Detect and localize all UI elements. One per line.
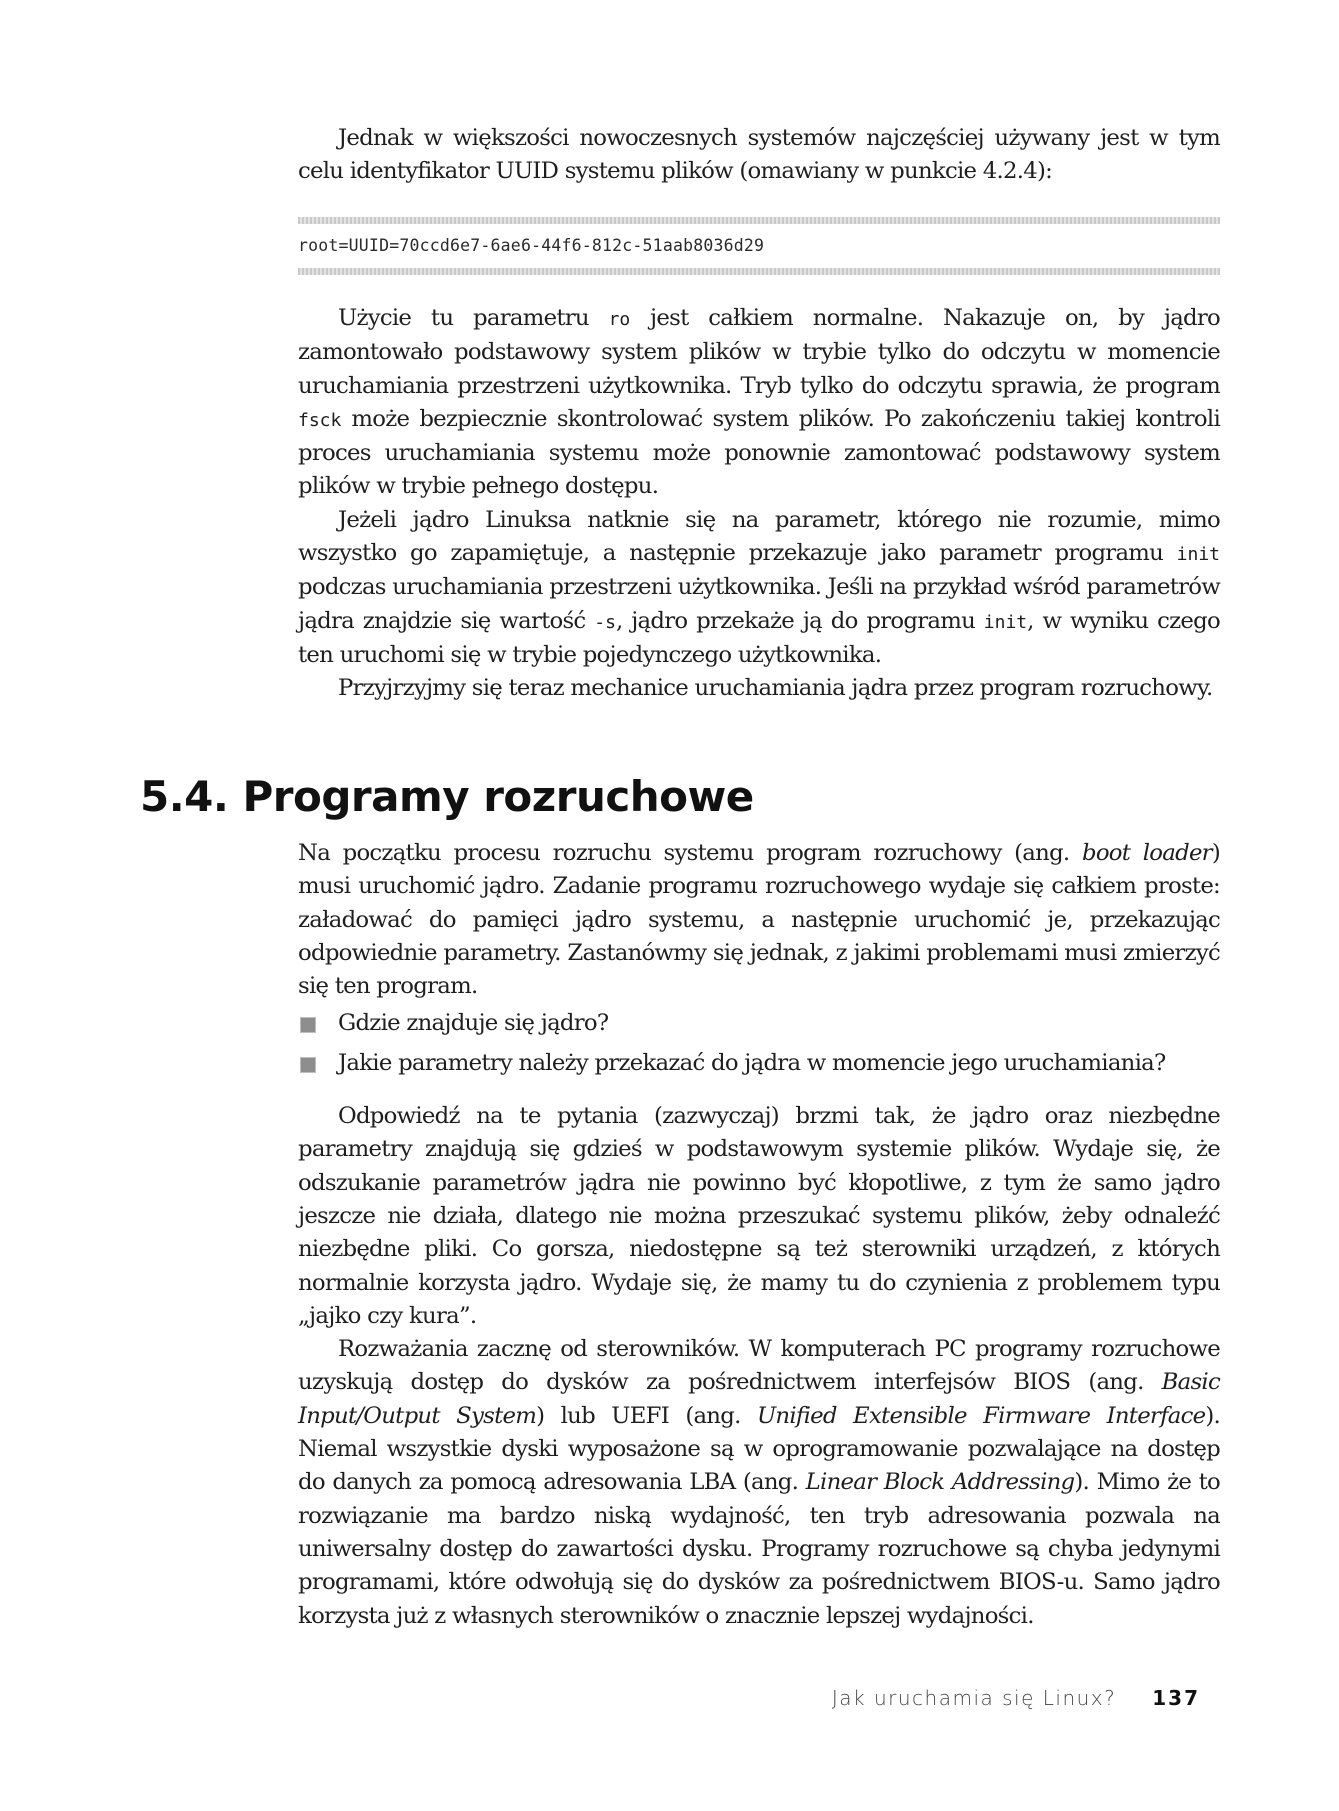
term-bios: Basic Input/Output System [298, 1369, 1220, 1429]
text-span: , jądro przekaże ją do programu [615, 607, 984, 634]
question-list [298, 1007, 1220, 1080]
page-number: 137 [1152, 1686, 1200, 1710]
answer-paragraph: Odpowiedź na te pytania (zazwyczaj) brzmi tak, że jądro oraz niezbędne parametry znajdują się gdzieś w podstawowym systemie plików. Wydaje się, że odszukanie parametrów jądra nie powinno być kłopotliwe, z tym że samo jądro jeszcze nie działa, dlatego nie można przeszukać systemu plików, żeby odnaleźć niezbędne pliki. Co gorsza, niedostępne są też sterowniki urządzeń, z których normalnie korzysta jądro. Wydaje się, że mamy tu do czynienia z problemem typu „jajko czy kura”. [298, 1103, 1220, 1329]
code-ro: ro [608, 309, 631, 330]
text-span: , w wyniku czego ten uruchomi się w trybie pojedynczego użytkownika. [298, 607, 1220, 668]
text-span: Jeżeli jądro Linuksa natknie się na parametr, którego nie rozumie, mimo wszystko go zapamiętuje, a następnie przekazuje jako parametr programu [298, 506, 1220, 567]
section-heading: 5.4. Programy rozruchowe [140, 772, 754, 821]
running-title: Jak uruchamia się Linux? [831, 1686, 1117, 1710]
code-init: init [1176, 544, 1220, 566]
text-span: ) musi uruchomić jądro. Zadanie programu rozruchowego wydaje się całkiem proste: załadować do pamięci jądro systemu, a następnie uruchomić je, przekazując odpowiednie parametry. Zastanówmy się jednak, z jakimi problemami musi zmierzyć się ten program. [298, 840, 1220, 1000]
text-span: Na początku procesu rozruchu systemu program rozruchowy (ang. [298, 840, 1082, 866]
section-intro-paragraph [298, 837, 1220, 1003]
square-bullet-icon [300, 1057, 316, 1073]
spacer [298, 1086, 1220, 1100]
paragraph-ro [298, 302, 1220, 504]
text-span: jest całkiem normalne. Nakazuje on, by jądro zamontowało podstawowy system plików w trybie tylko do odczytu w momencie uruchamiania przestrzeni użytkownika. Tryb tylko do odczytu sprawia, że program [298, 305, 1220, 399]
intro-paragraph: Jednak w większości nowoczesnych systemów najczęściej używany jest w tym celu identyfikator UUID systemu plików (omawiany w punkcie 4.2.4): [298, 125, 1220, 185]
list-item-text: Gdzie znajduje się jądro? [338, 1010, 609, 1037]
list-item [298, 1047, 1220, 1080]
term-uefi: Unified Extensible Firmware Interface [756, 1402, 1206, 1429]
code-block-top-rule [298, 217, 1220, 224]
list-item [298, 1007, 1220, 1040]
code-fsck: fsck [298, 409, 342, 431]
page-footer [800, 1686, 1200, 1710]
text-span: Rozważania zacznę od sterowników. W komputerach PC programy rozruchowe uzyskują dostęp do dysków za pośrednictwem interfejsów BIOS (ang. [298, 1336, 1220, 1396]
text-span: ). Mimo że to rozwiązanie ma bardzo niską wydajność, ten tryb adresowania pozwala na uniwersalny dostęp do zawartości dysku. Programy rozruchowe są chyba jedynymi programami, które odwołują się do dysków za pośrednictwem BIOS-u. Samo jądro korzysta już z własnych sterowników o znacznie lepszej wydajności. [298, 1469, 1221, 1629]
text-span: podczas uruchamiania przestrzeni użytkownika. Jeśli na przykład wśród parametrów jądra znajdzie się wartość [298, 574, 1220, 634]
text-span: ) lub UEFI (ang. [536, 1402, 757, 1429]
text-span: może bezpiecznie skontrolować system plików. Po zakończeniu takiej kontroli proces uruchamiania systemu może ponownie zamontować podstawowy system plików w trybie pełnego dostępu. [298, 405, 1220, 500]
term-lba: Linear Block Addressing [805, 1469, 1075, 1496]
paragraph-next: Przyjrzyjmy się teraz mechanice uruchamiania jądra przez program rozruchowy. [338, 675, 1213, 702]
intro-paragraph-block [298, 122, 1220, 189]
square-bullet-icon [300, 1017, 316, 1033]
code-s: -s [594, 611, 616, 633]
list-item-text: Jakie parametry należy przekazać do jądra w momencie jego uruchamiania? [338, 1049, 1166, 1076]
code-block-bottom-rule [298, 268, 1220, 275]
text-span: ). Niemal wszystkie dyski wyposażone są w oprogramowanie pozwalające na dostęp do danych za pomocą adresowania LBA (ang. [298, 1402, 1221, 1496]
section-body [298, 837, 1220, 1633]
code-block: root=UUID=70ccd6e7-6ae6-44f6-812c-51aab8036d29 [298, 236, 765, 255]
kernel-params-text [298, 302, 1220, 706]
code-init: init [983, 611, 1028, 633]
drivers-paragraph [298, 1333, 1220, 1633]
text-span: Użycie tu parametru [338, 305, 609, 331]
paragraph-init [298, 504, 1220, 672]
term-boot-loader: boot loader [1081, 840, 1212, 866]
